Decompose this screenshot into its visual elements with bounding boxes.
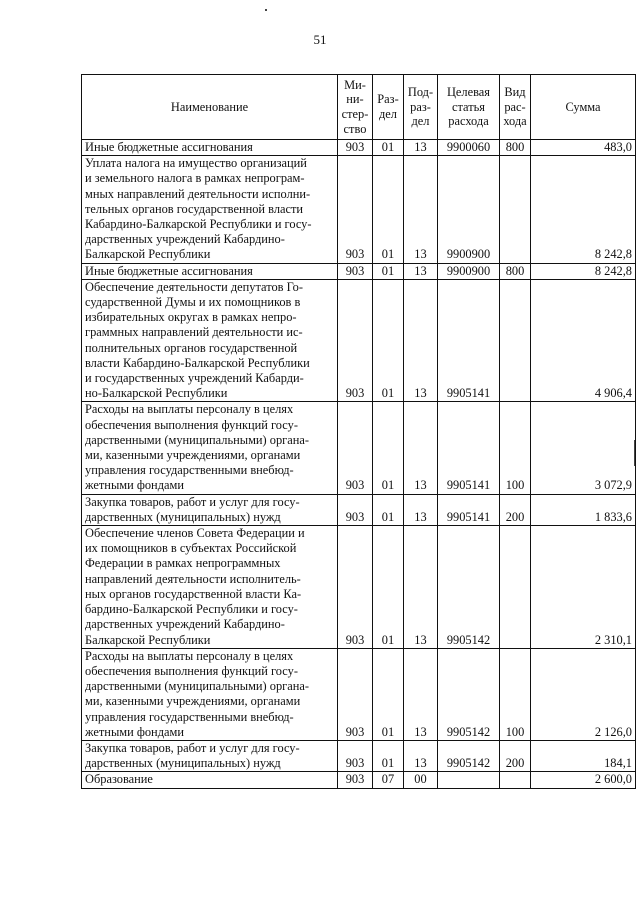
row-name: Обеспечение членов Совета Федерации и их помощников в субъектах Российской Федерации в рамках непрограммных направлений деятельности исполнитель- ных органов государственной власти Ка- бардино-Балкарской Республики и госу- дарственных учреждений Кабардино- Балкарской Республики (82, 526, 338, 649)
row-section: 01 (373, 402, 404, 494)
row-type: 200 (500, 740, 531, 771)
row-type (500, 772, 531, 788)
row-ministry: 903 (338, 772, 373, 788)
header-ministry: Ми- ни- стер- ство (338, 75, 373, 140)
row-name: Закупка товаров, работ и услуг для госу- дарственных (муниципальных) нужд (82, 740, 338, 771)
row-amount: 2 310,1 (531, 526, 636, 649)
row-target: 9905141 (438, 494, 500, 525)
table-row (82, 402, 636, 494)
row-subsection: 13 (404, 279, 438, 402)
page-number: 51 (313, 32, 327, 47)
row-amount: 483,0 (531, 140, 636, 156)
header-target: Целевая статья расхода (438, 75, 500, 140)
row-ministry: 903 (338, 526, 373, 649)
scan-mark (265, 9, 267, 11)
row-target: 9900900 (438, 156, 500, 263)
row-ministry: 903 (338, 740, 373, 771)
row-type (500, 156, 531, 263)
row-subsection: 13 (404, 263, 438, 279)
row-type: 100 (500, 648, 531, 740)
row-section: 01 (373, 156, 404, 263)
row-subsection: 13 (404, 156, 438, 263)
table-row (82, 263, 636, 279)
table-row (82, 279, 636, 402)
row-section: 01 (373, 494, 404, 525)
header-subsection: Под- раз- дел (404, 75, 438, 140)
row-amount: 4 906,4 (531, 279, 636, 402)
row-amount: 184,1 (531, 740, 636, 771)
row-target: 9905142 (438, 648, 500, 740)
row-ministry: 903 (338, 494, 373, 525)
row-target: 9905142 (438, 740, 500, 771)
row-name: Обеспечение деятельности депутатов Го- сударственной Думы и их помощников в избирательных округах в рамках непро- граммных направлений деятельности ис- полнительных органов государственной власти Кабардино-Балкарской Республики и государственных учреждений Кабарди- но-Балкарской Республики (82, 279, 338, 402)
table-row (82, 156, 636, 263)
row-subsection: 13 (404, 494, 438, 525)
row-name: Расходы на выплаты персоналу в целях обеспечения выполнения функций госу- дарственными (муниципальными) органа- ми, казенными учреждениями, органами управления государственными внебюд- жетными фондами (82, 648, 338, 740)
row-type: 800 (500, 263, 531, 279)
row-type (500, 279, 531, 402)
row-name: Иные бюджетные ассигнования (82, 263, 338, 279)
row-section: 01 (373, 740, 404, 771)
row-section: 01 (373, 648, 404, 740)
header-name: Наименование (82, 75, 338, 140)
row-subsection: 13 (404, 648, 438, 740)
row-name: Образование (82, 772, 338, 788)
row-section: 01 (373, 263, 404, 279)
row-amount: 2 600,0 (531, 772, 636, 788)
row-type: 200 (500, 494, 531, 525)
table-row (82, 526, 636, 649)
row-target: 9900900 (438, 263, 500, 279)
row-ministry: 903 (338, 156, 373, 263)
row-ministry: 903 (338, 402, 373, 494)
row-name: Уплата налога на имущество организаций и земельного налога в рамках непрограм- мных направлений деятельности исполни- тельных органов государственной власти Кабардино-Балкарской Республики и госу- дарственных учреждений Кабардино- Балкарской Республики (82, 156, 338, 263)
table-row (82, 648, 636, 740)
row-name: Иные бюджетные ассигнования (82, 140, 338, 156)
row-ministry: 903 (338, 648, 373, 740)
budget-table (81, 74, 636, 789)
table-row (82, 494, 636, 525)
table-row (82, 140, 636, 156)
row-amount: 2 126,0 (531, 648, 636, 740)
row-type: 100 (500, 402, 531, 494)
row-section: 01 (373, 279, 404, 402)
header-row (82, 75, 636, 140)
row-subsection: 13 (404, 140, 438, 156)
row-target: 9905141 (438, 402, 500, 494)
row-target (438, 772, 500, 788)
row-ministry: 903 (338, 279, 373, 402)
header-section: Раз- дел (373, 75, 404, 140)
table-row (82, 740, 636, 771)
row-name: Расходы на выплаты персоналу в целях обеспечения выполнения функций госу- дарственными (муниципальными) органа- ми, казенными учреждениями, органами управления государственными внебюд- жетными фондами (82, 402, 338, 494)
row-target: 9900060 (438, 140, 500, 156)
row-name: Закупка товаров, работ и услуг для госу- дарственных (муниципальных) нужд (82, 494, 338, 525)
row-target: 9905142 (438, 526, 500, 649)
header-type: Вид рас- хода (500, 75, 531, 140)
row-section: 07 (373, 772, 404, 788)
row-type: 800 (500, 140, 531, 156)
row-subsection: 13 (404, 402, 438, 494)
row-section: 01 (373, 140, 404, 156)
table-row (82, 772, 636, 788)
row-subsection: 00 (404, 772, 438, 788)
row-ministry: 903 (338, 263, 373, 279)
row-type (500, 526, 531, 649)
header-amount: Сумма (531, 75, 636, 140)
row-amount: 1 833,6 (531, 494, 636, 525)
row-subsection: 13 (404, 740, 438, 771)
row-amount: 3 072,9 (531, 402, 636, 494)
row-section: 01 (373, 526, 404, 649)
row-amount: 8 242,8 (531, 263, 636, 279)
row-subsection: 13 (404, 526, 438, 649)
row-amount: 8 242,8 (531, 156, 636, 263)
row-target: 9905141 (438, 279, 500, 402)
row-ministry: 903 (338, 140, 373, 156)
